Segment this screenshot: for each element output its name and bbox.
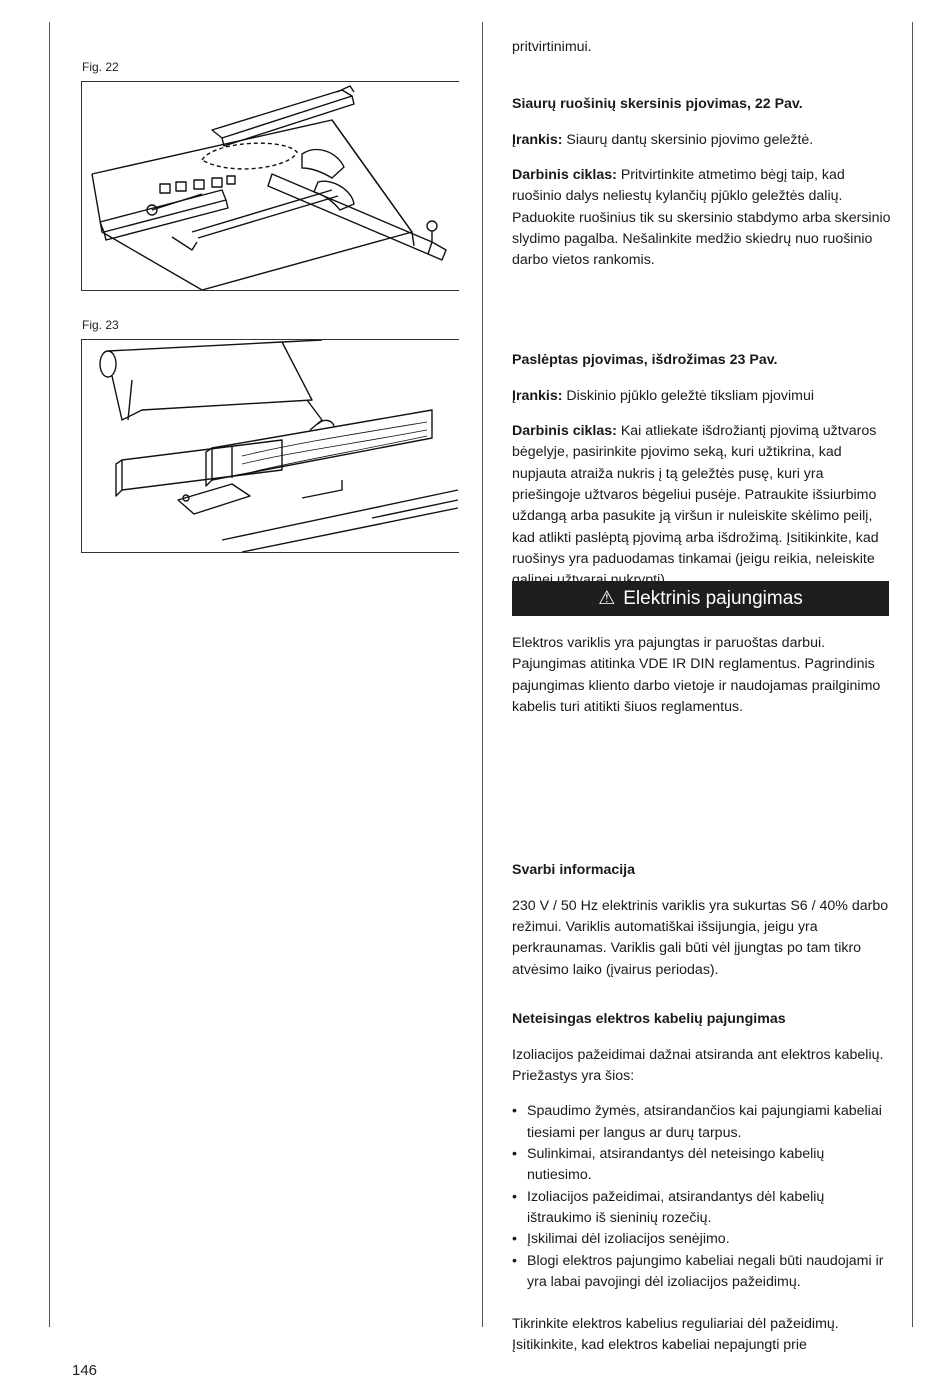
list-item: • Sulinkimai, atsirandantys dėl neteisingo kabelių nutiesimo. (512, 1144, 884, 1187)
left-margin-rule (49, 22, 50, 1327)
cable-section (512, 995, 884, 1371)
tool-text: Siaurų dantų skersinio pjovimo geležtė. (562, 131, 814, 148)
cable-causes-list (512, 1101, 884, 1293)
electric-intro: Elektros variklis yra pajungtas ir paruoštas darbui. Pajungimas atitinka VDE IR DIN reglamentus. Pagrindinis pajungimas kliento darbo vietoje ir naudojamas prailginimo kabelis turi atitikti šiuos reglamentus. (512, 635, 881, 715)
right-margin-rule (912, 22, 913, 1327)
section-23-hidden-cut (512, 336, 894, 606)
tool-label: Įrankis: (512, 387, 563, 404)
important-info (512, 846, 890, 995)
section-22-heading: Siaurų ruošinių skersinis pjovimas, 22 Pav. (512, 96, 803, 113)
fig22-illustration (81, 81, 459, 291)
cable-heading: Neteisingas elektros kabelių pajungimas (512, 1011, 786, 1028)
tool-label: Įrankis: (512, 131, 563, 148)
important-heading: Svarbi informacija (512, 862, 636, 879)
tool-text: Diskinio pjūklo geležtė tiksliam pjovimui (562, 387, 814, 404)
section-23-cycle (512, 421, 894, 591)
list-item: • Izoliacijos pažeidimai, atsirandantys dėl kabelių ištraukimo iš sieninių rozečių. (512, 1187, 884, 1230)
cable-outro: Tikrinkite elektros kabelius reguliariai dėl pažeidimų. Įsitikinkite, kad elektros kabeliai nepajungti prie (512, 1316, 839, 1354)
cycle-label: Darbinis ciklas: (512, 167, 617, 184)
intro-tail-text: pritvirtinimui. (512, 39, 592, 55)
fig23-label: Fig. 23 (82, 318, 119, 332)
cycle-label: Darbinis ciklas: (512, 423, 617, 440)
fig22-drawing (82, 82, 459, 290)
electric-connection-banner (512, 581, 889, 616)
section-22-crosscut (512, 80, 894, 286)
section-23-heading: Paslėptas pjovimas, išdrožimas 23 Pav. (512, 352, 778, 369)
page-number: 146 (72, 1362, 98, 1379)
section-23-tool (512, 386, 894, 407)
fig23-drawing (82, 340, 459, 552)
fig22-label: Fig. 22 (82, 60, 119, 74)
important-text: 230 V / 50 Hz elektrinis variklis yra sukurtas S6 / 40% darbo režimui. Variklis automatiškai išsijungia, jeigu yra perkraunamas. Variklis gali būti vėl įjungtas po tam tikro atvėsimo laiko (įvairus periodas). (512, 897, 889, 978)
list-item: • Blogi elektros pajungimo kabeliai negali būti naudojami ir yra labai pavojingi dėl izoliacijos pažeidimų. (512, 1251, 884, 1294)
section-22-tool (512, 130, 894, 151)
list-item: • Spaudimo žymės, atsirandančios kai pajungiami kabeliai tiesiami per langus ar durų tarpus. (512, 1101, 884, 1144)
cycle-text: Pritvirtinkite atmetimo bėgį taip, kad ruošinio dalys neliestų kylančių pjūklo geležtės dalių. Paduokite ruošinius tik su skersinio stabdymo arba skersinio slydimo pagalba. Nešalinkite medžio skiedrų nuo ruošinio darbo vietos rankomis. (512, 167, 891, 269)
list-item: • Įskilimai dėl izoliacijos senėjimo. (512, 1229, 884, 1250)
cable-intro: Izoliacijos pažeidimai dažnai atsiranda ant elektros kabelių. Priežastys yra šios: (512, 1046, 884, 1084)
banner-title: Elektrinis pajungimas (623, 587, 803, 609)
cycle-text: Kai atliekate išdrožiantį pjovimą užtvaros bėgelyje, pasirinkite pjovimo seką, kuri užtikrina, kad nupjauta atraiža nukris į tą geležtės pusę, kuri yra priešingoje užtvaros bėgeliui pusėje. Patraukite išsiurbimo uždangą arba pasukite ją viršun ir nuleiskite skėlimo peilį, kad atlikti paslėptą pjovimą arba išdrožimą. Įsitikinkite, kad ruošinys yra paduodamas tinkamai (jeigu reikia, neleiskite (512, 423, 879, 567)
warning-triangle-icon: ⚠ (598, 588, 616, 609)
center-column-rule (482, 22, 483, 1327)
section-22-cycle (512, 165, 894, 271)
fig23-illustration (81, 339, 459, 553)
